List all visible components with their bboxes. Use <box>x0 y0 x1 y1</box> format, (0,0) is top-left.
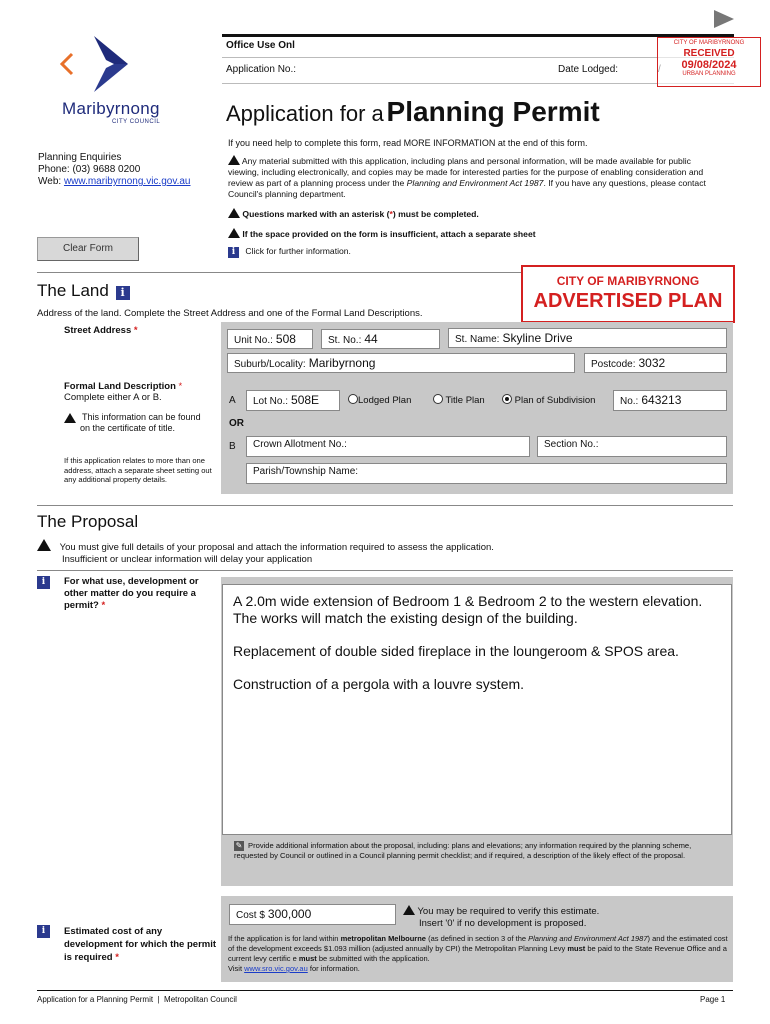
land-heading <box>37 281 130 301</box>
section-no-field[interactable]: Section No.: <box>537 436 727 457</box>
lodged-plan-label: Lodged Plan <box>358 395 412 406</box>
clear-form-button[interactable]: Clear Form <box>37 237 139 261</box>
cert-note-text: This information can be found on the certificate of title. <box>80 412 201 433</box>
land-heading-text: The Land <box>37 281 109 300</box>
council-logo-mark-icon <box>58 34 178 96</box>
warning-icon <box>228 208 240 218</box>
postcode-field[interactable]: Postcode: 3032 <box>584 353 727 373</box>
contact-block <box>38 152 191 188</box>
warning-icon <box>228 228 240 238</box>
contact-phone: Phone: (03) 9688 0200 <box>38 164 141 175</box>
warning-icon <box>37 539 51 551</box>
cost-field[interactable]: Cost $ 300,000 <box>229 904 396 925</box>
formal-land-text: Formal Land Description <box>64 381 176 392</box>
street-address-text: Street Address <box>64 325 132 336</box>
proposal-description-field[interactable] <box>222 584 732 835</box>
web-label: Web: <box>38 176 62 187</box>
sro-link[interactable]: www.sro.vic.gov.au <box>244 964 308 973</box>
required-star: * <box>178 381 183 392</box>
provide-info-note <box>234 841 724 861</box>
lot-no-value: 508E <box>291 393 320 407</box>
notice-material <box>228 155 718 200</box>
cost-value: 300,000 <box>267 907 312 921</box>
info-icon[interactable]: i <box>37 576 50 589</box>
notice-material-text: Any material submitted with this application, including plans and personal information, will be made available for public viewing, including electronically, and copies may be made for interested parties for the purpose of enabling consideration and review as part of a planning process under the <box>228 156 704 188</box>
option-a-label: A <box>229 395 236 406</box>
application-no-label: Application No.: <box>226 64 297 75</box>
notice-asterisk <box>228 208 479 219</box>
asterisk-pre: Questions marked with an asterisk ( <box>242 209 390 219</box>
st-name-field[interactable]: St. Name: Skyline Drive <box>448 328 727 348</box>
warning-icon <box>64 413 76 423</box>
proposal-warn2: Insufficient or unclear information will delay your application <box>62 554 313 565</box>
postcode-value: 3032 <box>638 356 666 370</box>
provide-info-text: Provide additional information about the proposal, including: plans and elevations; any information required by the planning scheme, requested by Council or outlined in a Council planning permit checklist; and if required, a description of the likely effect of the proposal. <box>234 841 692 860</box>
date-lodged-label: Date Lodged: <box>558 64 619 75</box>
asterisk-post: ) must be completed. <box>392 209 479 219</box>
suburb-field[interactable]: Suburb/Locality: Maribyrnong <box>227 353 575 373</box>
received-stamp <box>657 37 761 87</box>
plan-sub-label: Plan of Subdivision <box>514 395 596 406</box>
land-intro: Address of the land. Complete the Street Address and one of the Formal Land Descriptions. <box>37 308 423 319</box>
option-b-label: B <box>229 441 236 452</box>
notice-material-end: . If you have any questions, please contact Council's planning department. <box>228 178 706 199</box>
advertised-line1: CITY OF MARIBYRNONG <box>556 274 700 288</box>
verify1: You may be required to verify this estimate. <box>417 906 600 917</box>
suburb-value: Maribyrnong <box>308 356 376 370</box>
verify2: Insert '0' if no development is proposed. <box>419 918 587 929</box>
page-title <box>226 96 600 128</box>
title-plan-label: Title Plan <box>445 395 485 406</box>
formal-land-label <box>64 381 182 403</box>
contact-heading: Planning Enquiries <box>38 152 122 163</box>
info-icon[interactable]: i <box>228 247 239 258</box>
plan-no-value: 643213 <box>641 393 682 407</box>
stamp-line3: URBAN PLANNING <box>682 71 736 77</box>
warning-icon <box>228 155 240 165</box>
title-plan-radio[interactable] <box>433 394 485 406</box>
asterisk-mark: * <box>389 209 393 219</box>
st-no-value: 44 <box>364 332 378 346</box>
web-link[interactable]: www.maribyrnong.vic.gov.au <box>63 176 191 187</box>
proposal-heading: The Proposal <box>37 512 139 531</box>
plan-of-subdivision-radio[interactable] <box>502 394 595 406</box>
stamp-line1: CITY OF MARIBYRNONG <box>673 40 745 46</box>
title-main: Planning Permit <box>386 96 600 127</box>
cost-question-text: Estimated cost of any development for which the permit is required <box>64 926 217 963</box>
unit-no-field[interactable]: Unit No.: 508 <box>227 329 313 349</box>
cost-question <box>37 925 217 964</box>
pencil-note-icon: ✎ <box>235 841 243 850</box>
cert-note <box>64 412 204 434</box>
notice-act: Planning and Environment Act 1987 <box>406 178 544 188</box>
office-use-title: Office Use Onl <box>226 40 295 51</box>
logo-name: Maribyrnong <box>62 99 160 118</box>
stamp-date: 09/08/2024 <box>681 59 737 71</box>
lot-no-field[interactable]: Lot No.: 508E <box>246 390 340 411</box>
multi-address-note: If this application relates to more than one address, attach a separate sheet setting out any additional property details. <box>64 456 212 484</box>
lodged-plan-radio[interactable] <box>348 394 411 406</box>
verify-note <box>403 905 599 930</box>
council-logo <box>58 34 178 124</box>
parish-field[interactable]: Parish/Township Name: <box>246 463 727 484</box>
warning-icon <box>403 905 415 915</box>
complete-either: Complete either A or B. <box>64 392 162 403</box>
plan-no-field[interactable]: No.: 643213 <box>613 390 727 411</box>
unit-no-value: 508 <box>275 332 296 346</box>
use-question <box>37 576 217 612</box>
info-icon[interactable]: i <box>37 925 50 938</box>
info-click-text: Click for further information. <box>245 246 351 256</box>
proposal-warning <box>37 539 494 566</box>
notice-insufficient <box>228 228 536 239</box>
notice-info <box>228 246 351 258</box>
advertised-plan-stamp <box>521 265 735 323</box>
metro-levy-note: If the application is for land within metropolitan Melbourne (as defined in section 3 of the Planning and Environment Act 1987) and the estimated cost of the development exceeds $1.093 million (adjusted annually by CPI) the Metropolitan Planning Levy must be paid to the State Revenue Office and a current levy certific e must be submitted with the application. Visit www.sro.vic.gov.au for information. <box>228 934 728 973</box>
st-name-value: Skyline Drive <box>502 331 573 345</box>
or-label: OR <box>229 418 244 429</box>
stamp-received: RECEIVED <box>683 48 735 59</box>
proposal-para1: A 2.0m wide extension of Bedroom 1 & Bedroom 2 to the western elevation. The works will match the existing design of the building. <box>233 593 703 626</box>
insufficient-text: If the space provided on the form is insufficient, attach a separate sheet <box>242 229 536 239</box>
footer-page: Page 1 <box>700 995 726 1004</box>
required-star: * <box>101 600 106 611</box>
info-icon[interactable]: i <box>116 286 130 300</box>
required-star: * <box>133 325 138 336</box>
proposal-para3: Construction of a pergola with a louvre system. <box>233 676 525 692</box>
proposal-para2: Replacement of double sided fireplace in the loungeroom & SPOS area. <box>233 643 679 659</box>
logo-sub: CITY COUNCIL <box>112 119 161 125</box>
proposal-warn1: You must give full details of your proposal and attach the information required to assess the application. <box>59 542 494 553</box>
help-text: If you need help to complete this form, read MORE INFORMATION at the end of this form. <box>228 138 588 148</box>
title-prefix: Application for a <box>226 101 384 126</box>
st-no-field[interactable]: St. No.: 44 <box>321 329 440 349</box>
use-question-text: For what use, development or other matter do you require a permit? <box>64 576 199 611</box>
footer-left: Application for a Planning Permit | Metropolitan Council <box>37 995 237 1004</box>
next-page-arrow-icon[interactable] <box>714 10 734 28</box>
advertised-line2: ADVERTISED PLAN <box>533 290 723 312</box>
street-address-label <box>64 325 138 336</box>
required-star: * <box>115 952 119 963</box>
crown-allotment-field[interactable]: Crown Allotment No.: <box>246 436 530 457</box>
